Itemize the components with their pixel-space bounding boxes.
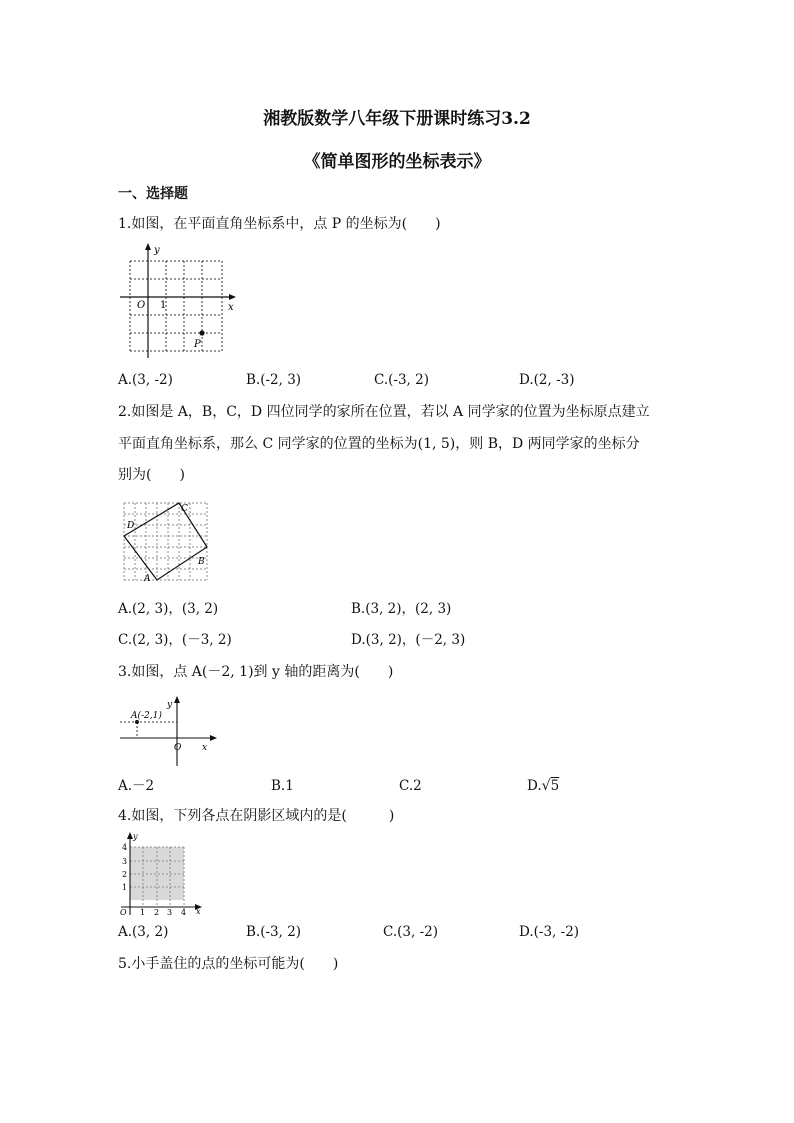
question-2-line-2: 平面直角坐标系，那么 C 同学家的位置的坐标为(1, 5)，则 B，D 两同学家的坐标分 [118, 436, 640, 452]
q1-point-p [199, 330, 204, 335]
q4-x-axis-label: x [196, 907, 201, 916]
q4-x-tick-4: 4 [181, 908, 187, 917]
q1-origin-label: O [137, 300, 146, 311]
q2-option-a: A.(2, 3)，(3, 2) [118, 601, 219, 617]
q4-y-axis-label: y [133, 832, 138, 841]
q1-point-p-label: P [194, 339, 201, 350]
document-subtitle: 《简单图形的坐标表示》 [303, 152, 491, 172]
q3-option-c: C.2 [399, 778, 422, 794]
question-1-figure [116, 240, 240, 362]
q2-option-b: B.(3, 2)，(2, 3) [351, 601, 452, 617]
q2-label-b: B [198, 557, 205, 567]
q3-y-axis-label: y [167, 700, 173, 710]
q2-option-c: C.(2, 3)，(－3, 2) [118, 632, 232, 648]
q1-option-c: C.(-3, 2) [374, 372, 429, 388]
q4-origin-label: O [120, 908, 127, 917]
q4-option-b: B.(-3, 2) [246, 924, 302, 940]
question-3-text: 3.如图，点 A(－2, 1)到 y 轴的距离为( ) [118, 664, 394, 680]
q1-option-b: B.(-2, 3) [246, 372, 302, 388]
q3-option-d [527, 776, 559, 796]
question-5-text: 5.小手盖住的点的坐标可能为( ) [118, 956, 339, 972]
q3-origin-label: O [174, 743, 182, 753]
q3-option-a: A.－2 [118, 778, 155, 794]
sqrt-sign-icon: √ [541, 778, 551, 794]
q4-option-d: D.(-3, -2) [519, 924, 580, 940]
q2-label-d: D [127, 521, 135, 531]
q4-y-tick-2: 2 [122, 870, 128, 879]
q1-unit-label: 1 [160, 300, 167, 311]
question-3-figure [116, 694, 220, 768]
q1-y-axis-label: y [154, 245, 160, 256]
q3-option-d-label: D. [527, 778, 542, 794]
question-1-text: 1.如图，在平面直角坐标系中，点 P 的坐标为( ) [118, 216, 441, 232]
q1-x-axis-label: x [228, 302, 234, 313]
q4-option-c: C.(3, -2) [383, 924, 438, 940]
q2-quadrilateral [124, 503, 207, 580]
question-2-line-3: 别为( ) [118, 467, 185, 483]
q3-x-axis-label: x [202, 743, 208, 753]
q4-y-tick-1: 1 [122, 883, 128, 892]
q4-x-tick-3: 3 [167, 908, 173, 917]
q4-y-tick-4: 4 [122, 843, 128, 852]
q2-label-a: A [144, 574, 151, 584]
q1-option-d: D.(2, -3) [519, 372, 575, 388]
question-2-line-1: 2.如图是 A，B，C，D 四位同学的家所在位置，若以 A 同学家的位置为坐标原点建立 [118, 404, 650, 420]
q4-option-a: A.(3, 2) [118, 924, 169, 940]
q4-x-tick-1: 1 [140, 908, 146, 917]
q1-option-a: A.(3, -2) [118, 372, 173, 388]
document-title: 湘教版数学八年级下册课时练习3.2 [263, 109, 531, 129]
q3-option-b: B.1 [271, 778, 294, 794]
question-4-figure [116, 829, 208, 919]
q4-y-tick-3: 3 [122, 857, 128, 866]
section-heading: 一、选择题 [118, 186, 188, 202]
q2-label-c: C [181, 504, 188, 514]
q2-option-d: D.(3, 2)，(－2, 3) [351, 632, 466, 648]
q3-point-a-label: A(-2,1) [131, 711, 162, 721]
q3-option-d-radicand: 5 [550, 778, 560, 794]
question-4-text: 4.如图，下列各点在阴影区域内的是( ) [118, 808, 395, 824]
question-2-figure [118, 498, 214, 588]
q4-x-tick-2: 2 [154, 908, 160, 917]
